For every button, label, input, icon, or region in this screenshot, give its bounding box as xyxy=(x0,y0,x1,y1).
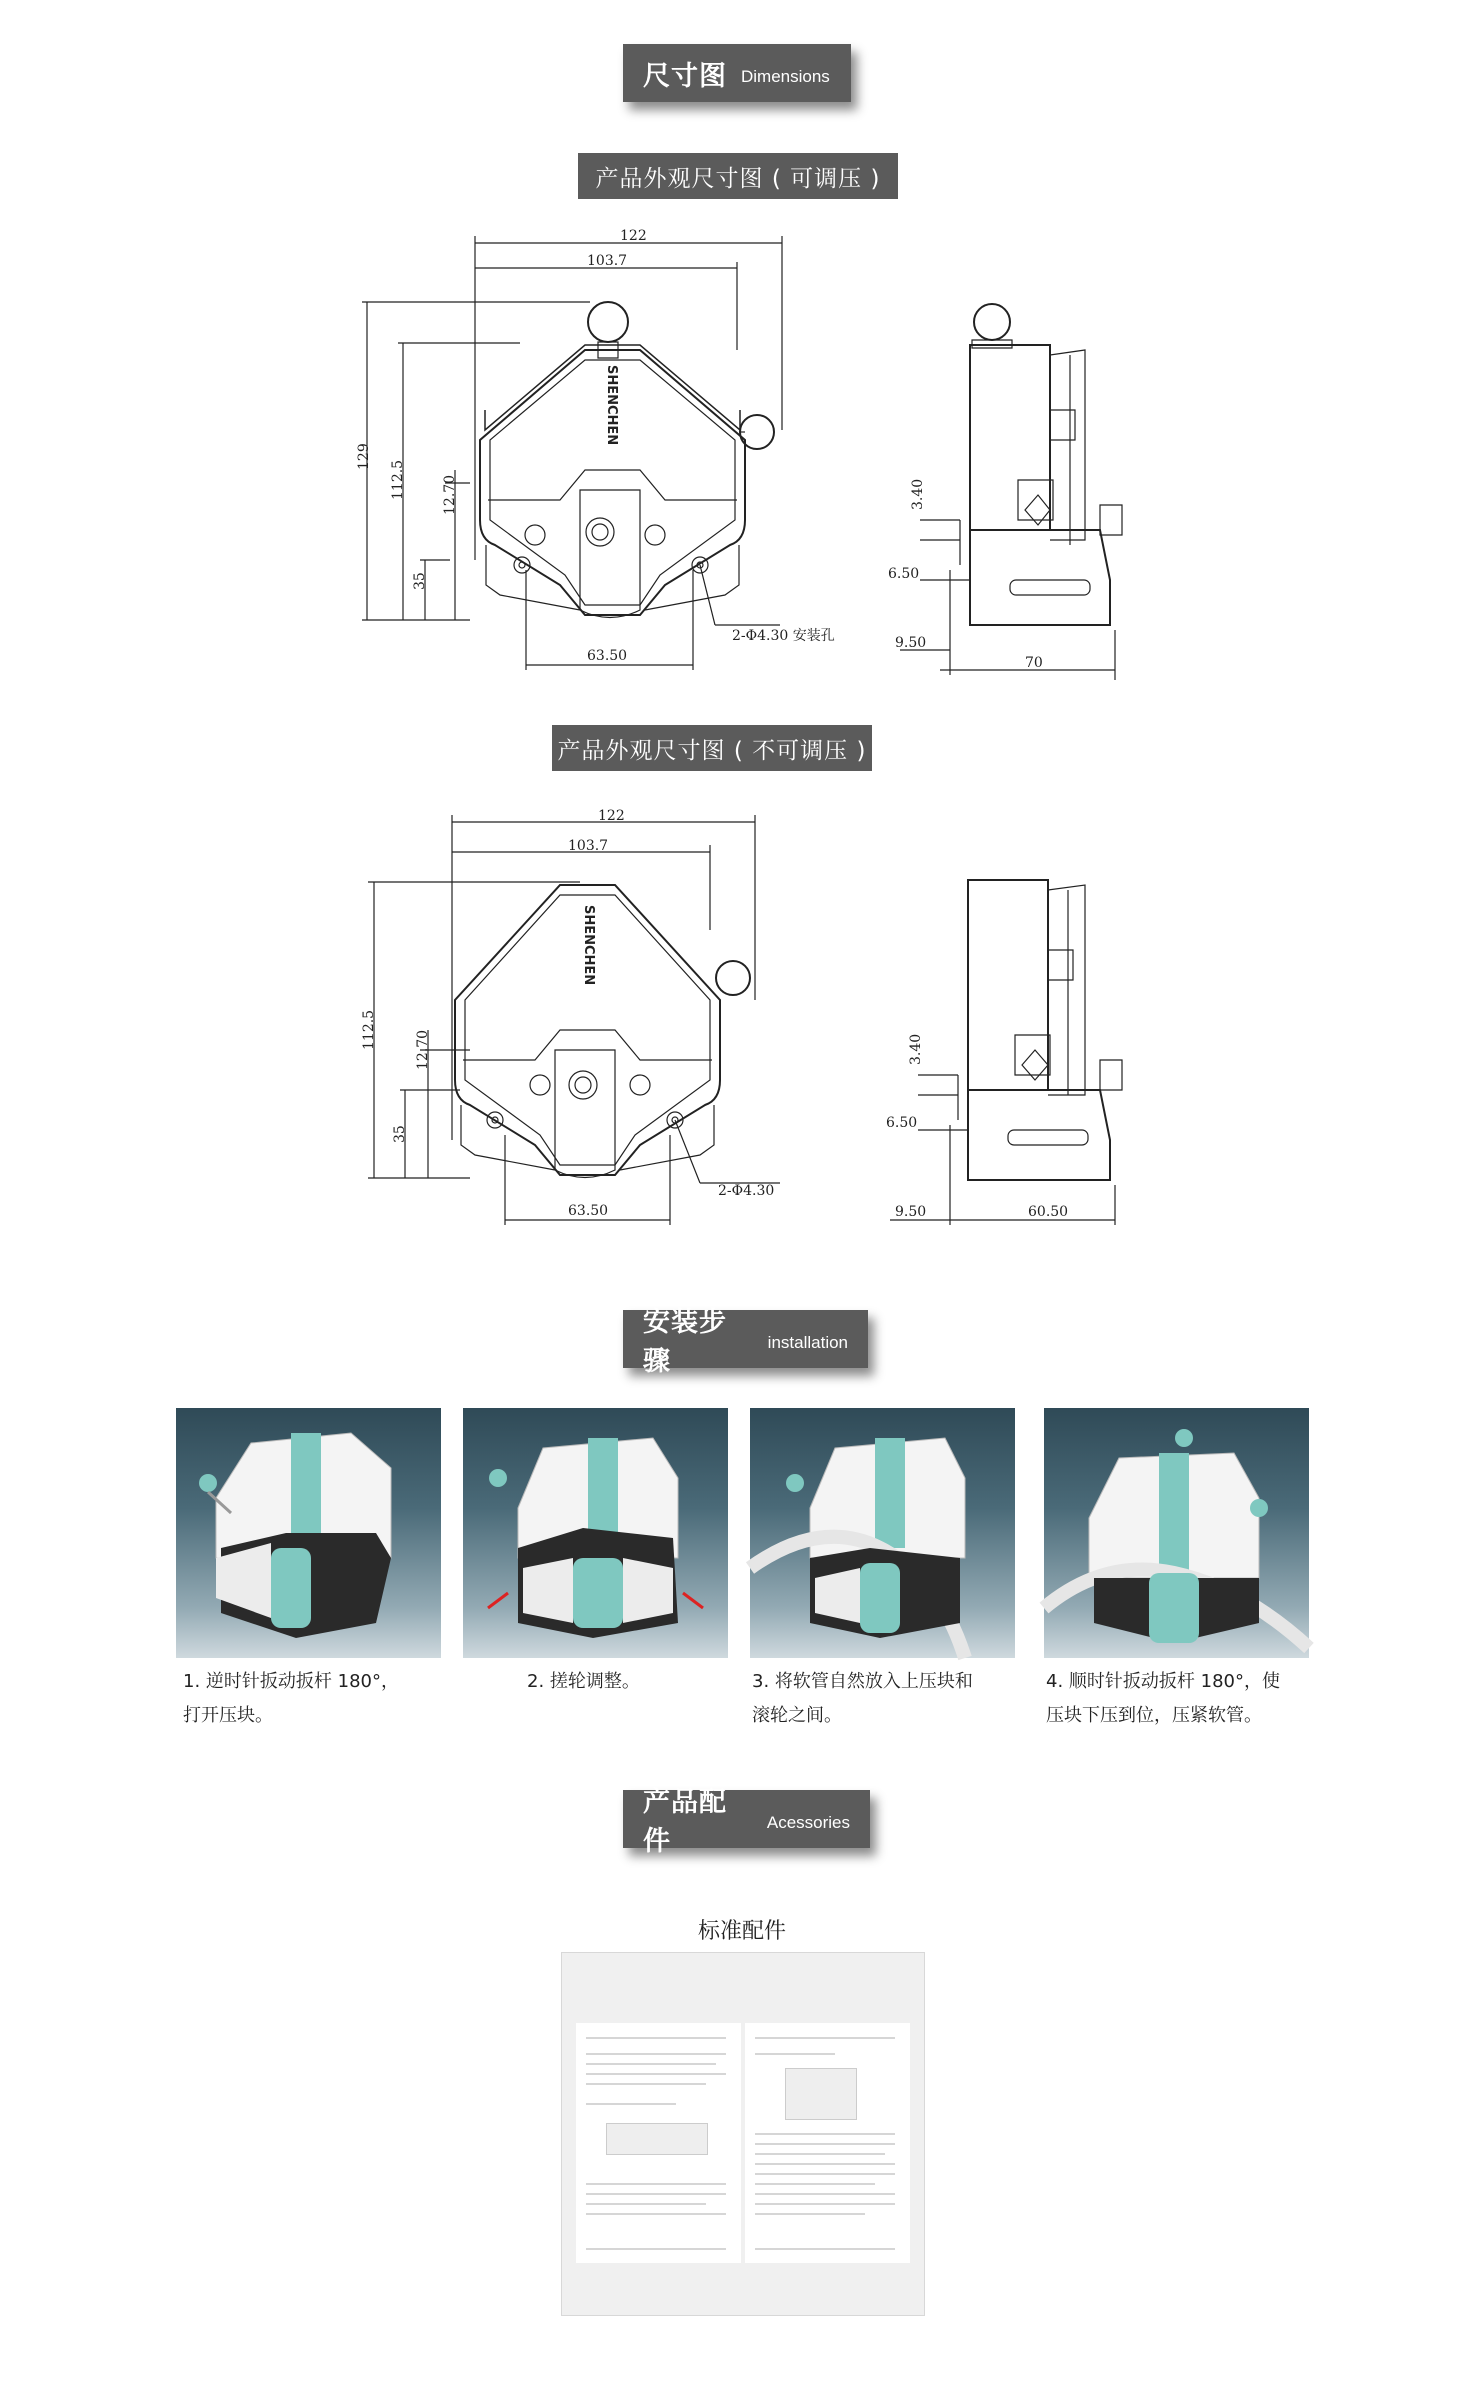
step-3-line1: 3. 将软管自然放入上压块和 xyxy=(752,1671,973,1692)
dim-9-50: 9.50 xyxy=(895,1204,927,1220)
step-4-line1: 4. 顺时针扳动扳杆 180°，使 xyxy=(1046,1671,1280,1692)
drawing2-front-view xyxy=(355,805,795,1225)
step-1-line2: 打开压块。 xyxy=(183,1705,273,1726)
section-title-zh: 安装步骤 xyxy=(643,1307,727,1377)
brand-text: SHENCHEN xyxy=(604,365,619,446)
step-4-line2: 压块下压到位，压紧软管。 xyxy=(1046,1705,1262,1726)
dim-112-5: 112.5 xyxy=(390,459,406,500)
dim-122: 122 xyxy=(620,228,647,244)
section-badge-dimensions xyxy=(623,44,851,102)
dim-70: 70 xyxy=(1025,655,1043,671)
dim-63-50: 63.50 xyxy=(587,648,628,664)
section-badge-installation xyxy=(623,1307,868,1377)
manual-page-left xyxy=(576,2023,741,2263)
step-2-photo xyxy=(463,1408,728,1658)
step-3-caption xyxy=(752,1665,1022,1733)
drawing1-side-view xyxy=(880,290,1140,680)
step-1-line1: 1. 逆时针扳动扳杆 180°， xyxy=(183,1671,399,1692)
drawing1-title: 产品外观尺寸图 ( 可调压 ) xyxy=(578,153,898,199)
step-3-line2: 滚轮之间。 xyxy=(752,1705,842,1726)
drawing1-front-view xyxy=(350,225,835,675)
dim-3-40: 3.40 xyxy=(910,478,926,510)
drawing2-title: 产品外观尺寸图 ( 不可调压 ) xyxy=(552,725,872,771)
section-title-en: Dimensions xyxy=(741,67,830,86)
step-1-photo xyxy=(176,1408,441,1658)
step-1-caption xyxy=(183,1665,443,1733)
section-title-en: installation xyxy=(767,1333,848,1352)
dim-6-50: 6.50 xyxy=(888,566,920,582)
step-4-photo xyxy=(1044,1408,1309,1658)
dim-129: 129 xyxy=(356,443,372,470)
dim-12-70: 12.70 xyxy=(415,1029,431,1070)
step-3-photo xyxy=(750,1408,1015,1658)
dim-6-50: 6.50 xyxy=(886,1115,918,1131)
step-2-caption xyxy=(527,1665,727,1699)
section-title-zh: 产品配件 xyxy=(643,1787,727,1857)
section-badge-accessories xyxy=(623,1787,870,1857)
dim-112-5: 112.5 xyxy=(361,1009,377,1050)
dim-103-7: 103.7 xyxy=(568,838,609,854)
dim-35: 35 xyxy=(412,572,428,590)
dim-63-50: 63.50 xyxy=(568,1203,609,1219)
manual-page-right xyxy=(745,2023,910,2263)
drawing2-side-view xyxy=(880,870,1140,1230)
brand-text: SHENCHEN xyxy=(581,905,596,986)
dim-hole: 2-Φ4.30 安装孔 xyxy=(732,628,835,644)
manual-image xyxy=(561,1952,925,2316)
section-title-en: Acessories xyxy=(766,1813,850,1832)
step-2-line1: 2. 搓轮调整。 xyxy=(527,1671,640,1692)
standard-accessories-title: 标准配件 xyxy=(697,1919,786,1944)
dim-3-40: 3.40 xyxy=(908,1033,924,1065)
section-title-zh: 尺寸图 xyxy=(643,60,727,92)
dim-122: 122 xyxy=(598,808,625,824)
dim-35: 35 xyxy=(392,1125,408,1143)
dim-12-70: 12.70 xyxy=(442,474,458,515)
dim-60-50: 60.50 xyxy=(1028,1204,1069,1220)
dim-103-7: 103.7 xyxy=(587,253,628,269)
dim-hole: 2-Φ4.30 xyxy=(718,1183,775,1199)
dim-9-50: 9.50 xyxy=(895,635,927,651)
step-4-caption xyxy=(1046,1665,1316,1733)
